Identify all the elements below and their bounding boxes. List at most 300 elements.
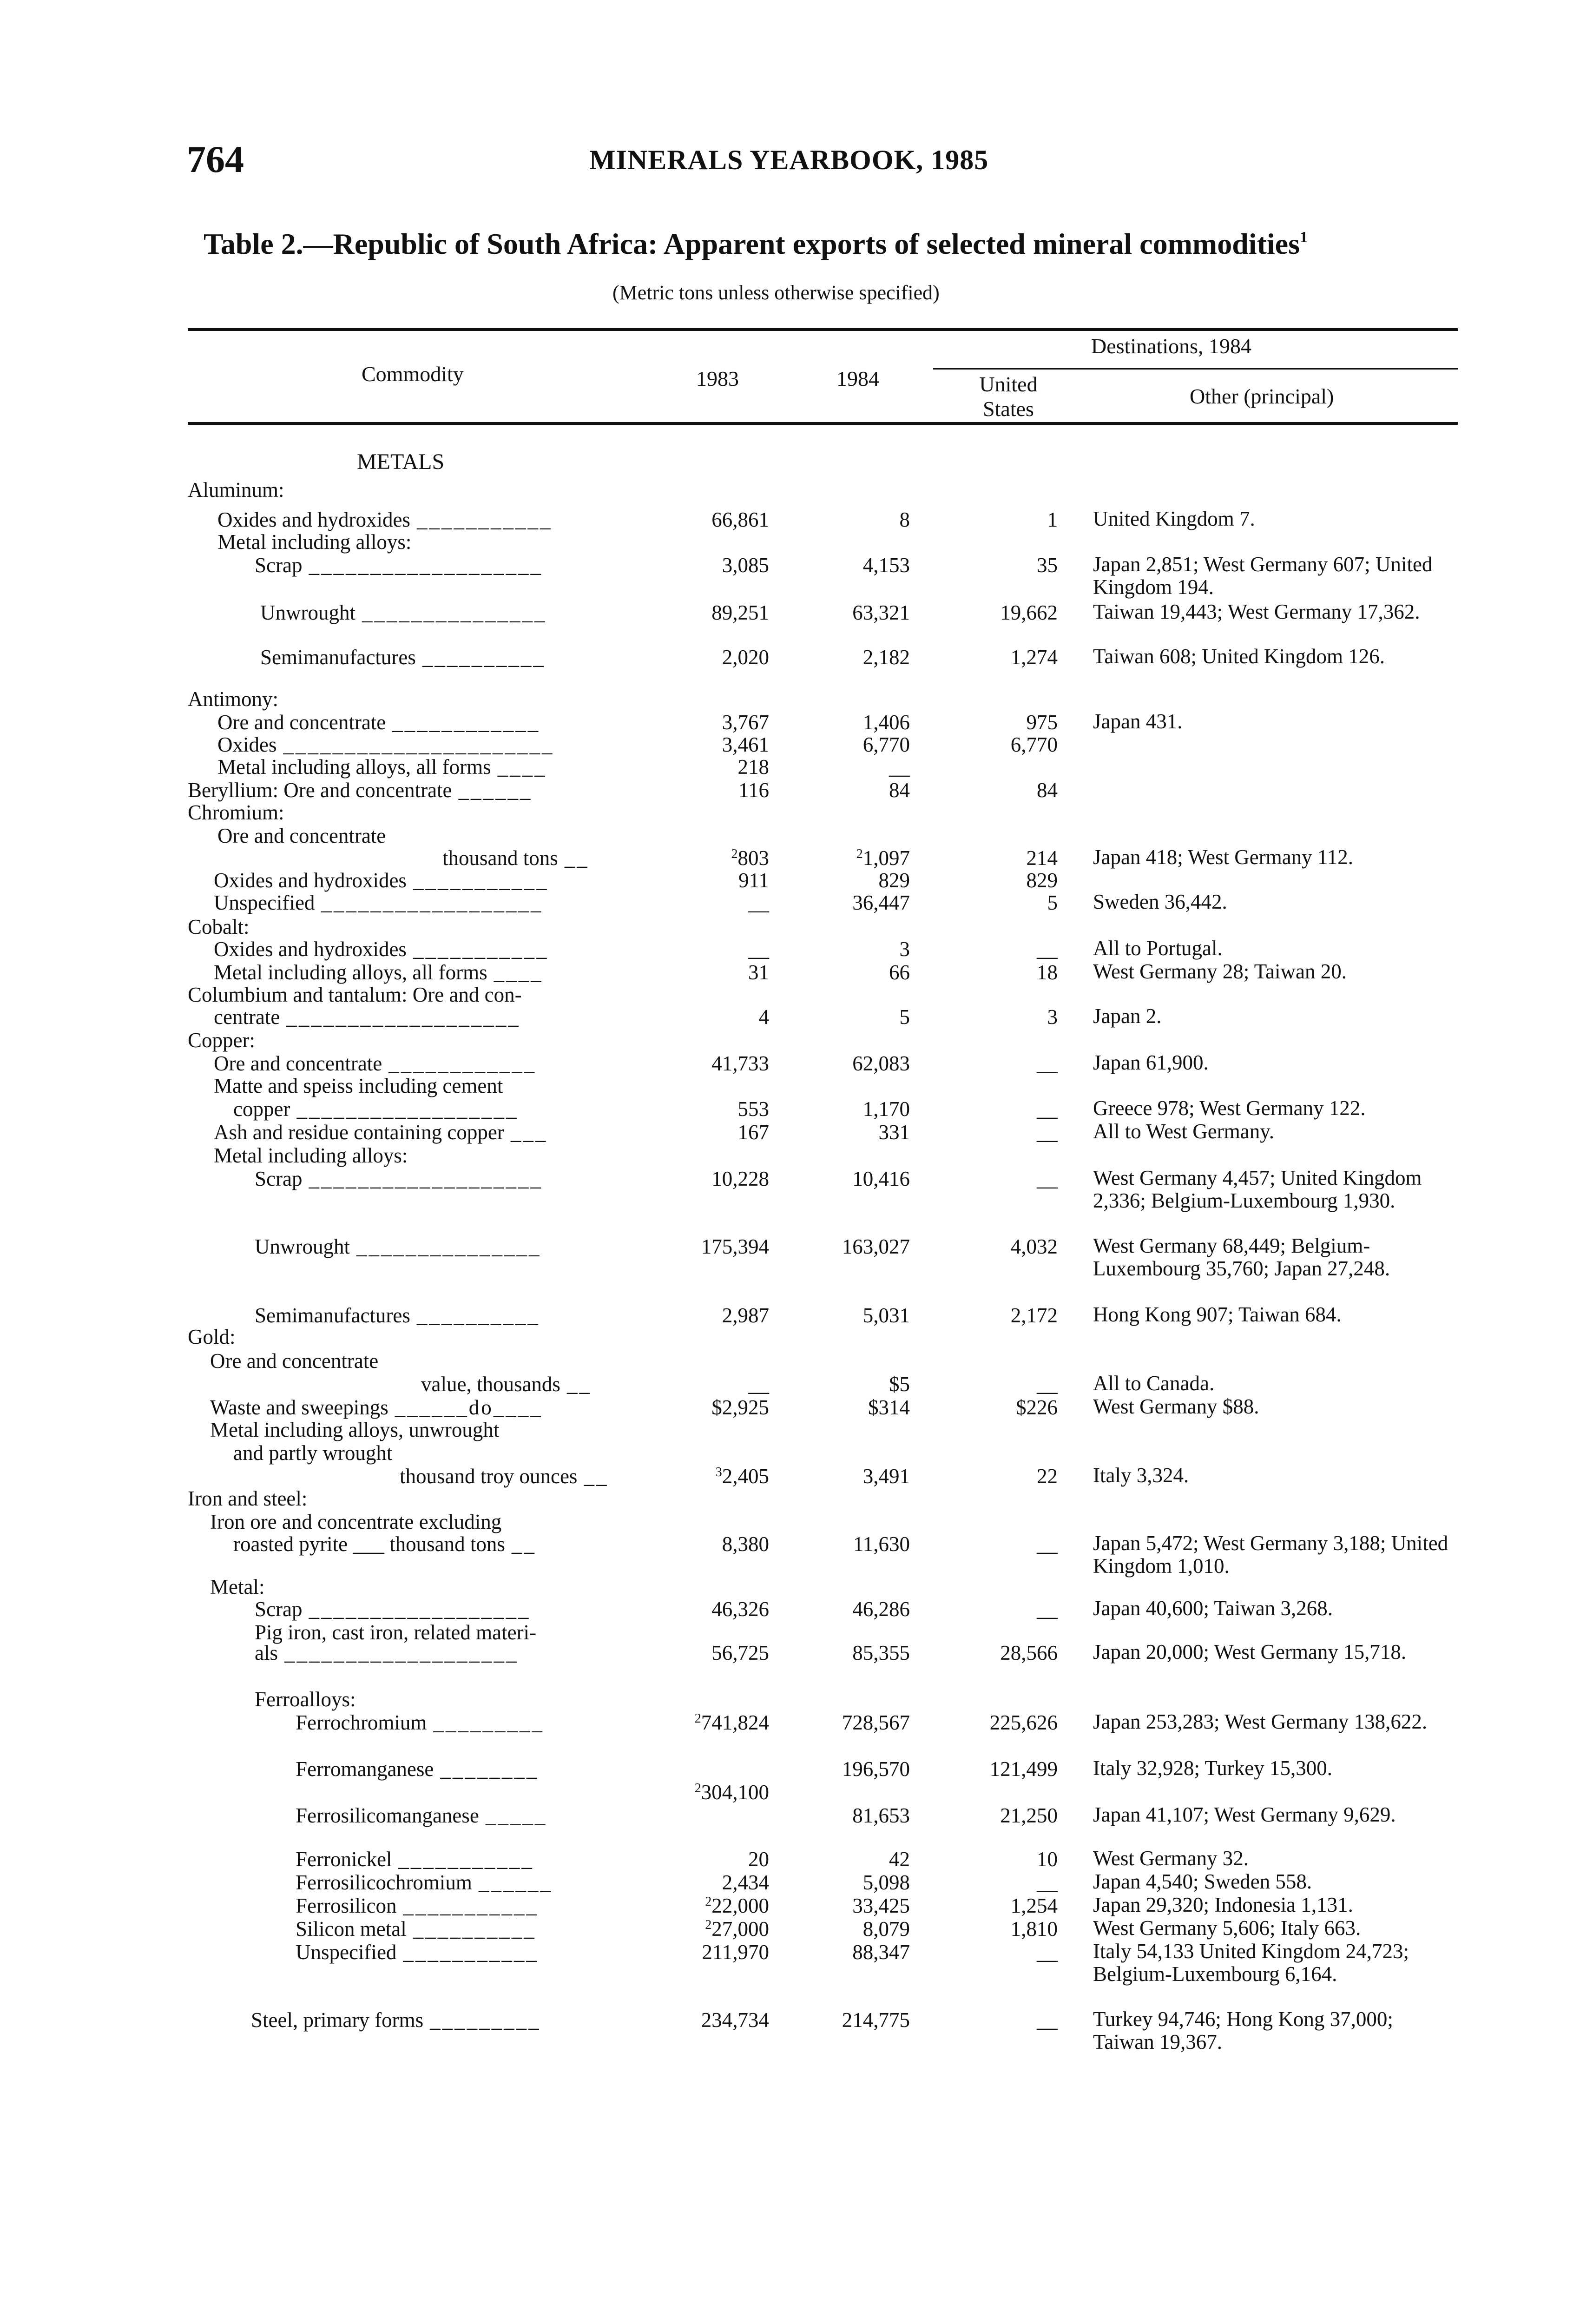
cell-1984 [803, 1917, 910, 1941]
commodity-name: Semimanufactures [260, 646, 416, 669]
commodity-label [214, 1143, 408, 1168]
cell-1984 [803, 2008, 910, 2032]
cell-united-states [933, 1097, 1058, 1121]
footnote-mark: 2 [705, 1918, 712, 1932]
commodity-name: Gold: [188, 1325, 236, 1348]
cell-other-destinations: Japan 20,000; West Germany 15,718. [1093, 1640, 1407, 1664]
table-row [0, 508, 1593, 532]
leader-dots: ____________ [388, 1052, 537, 1075]
cell-united-states-value: 121,499 [989, 1757, 1058, 1781]
leader-dots: _____ [485, 1804, 547, 1827]
table-row [0, 1687, 1593, 1711]
leader-dots: __ [511, 1532, 536, 1556]
cell-united-states-value: __ [1037, 1373, 1058, 1396]
section-heading-metals: METALS [357, 449, 445, 474]
cell-1984-value: 36,447 [852, 891, 910, 914]
commodity-name: Unspecified [214, 891, 315, 914]
cell-1983-value: 211,970 [702, 1941, 769, 1964]
cell-united-states [933, 1757, 1058, 1781]
commodity-name: Ferronickel [296, 1848, 392, 1871]
cell-1984 [803, 1464, 910, 1488]
cell-united-states-value: 975 [1026, 711, 1058, 734]
cell-other-destinations: Italy 3,324. [1093, 1464, 1189, 1487]
col-header-1984: 1984 [836, 367, 879, 390]
cell-united-states [933, 601, 1058, 625]
cell-1983 [665, 1372, 769, 1396]
commodity-label [188, 800, 284, 825]
commodity-label [296, 1710, 544, 1735]
cell-1983 [665, 1097, 769, 1121]
cell-united-states-value: __ [1037, 1052, 1058, 1075]
cell-united-states [933, 1847, 1058, 1871]
cell-united-states [933, 1803, 1058, 1828]
commodity-name: Semimanufactures [255, 1304, 410, 1327]
cell-1984 [803, 1847, 910, 1871]
cell-1984-value: 728,567 [842, 1711, 910, 1734]
leader-dots: ___________ [403, 1941, 539, 1964]
cell-united-states [933, 508, 1058, 532]
cell-1984 [803, 733, 910, 757]
commodity-name: Ferroalloys: [255, 1688, 356, 1711]
cell-united-states [933, 846, 1058, 870]
table-row [0, 1325, 1593, 1349]
leader-dots: ________ [440, 1757, 539, 1781]
cell-1984-value: 5 [899, 1005, 910, 1029]
cell-1983-value: 89,251 [711, 601, 769, 624]
cell-1984-value: $5 [889, 1373, 910, 1396]
cell-1983 [665, 1120, 769, 1144]
cell-other-destinations: Hong Kong 907; Taiwan 684. [1093, 1303, 1342, 1326]
commodity-name: Ferrosilicon [296, 1894, 397, 1917]
cell-united-states [933, 1372, 1058, 1396]
cell-1983-value: 4 [758, 1005, 769, 1029]
cell-united-states-value: __ [1037, 1121, 1058, 1144]
cell-united-states [933, 1710, 1058, 1735]
cell-1984-value: 81,653 [852, 1804, 910, 1827]
cell-united-states-value: 1,274 [1010, 646, 1058, 669]
col-header-us-line2: States [983, 397, 1034, 421]
cell-other-destinations: Taiwan 608; United Kingdom 126. [1093, 645, 1385, 668]
cell-united-states-value: __ [1037, 1532, 1058, 1556]
table-row [0, 1349, 1593, 1373]
commodity-name: Beryllium: Ore and concentrate [188, 779, 452, 802]
table-row [0, 983, 1593, 1007]
table-row [0, 824, 1593, 848]
commodity-name: Ferrosilicochromium [296, 1871, 472, 1894]
cell-1983 [665, 1710, 769, 1735]
table-row [0, 1597, 1593, 1621]
leader-dots: __ [566, 1373, 592, 1396]
cell-other-destinations: Sweden 36,442. [1093, 890, 1227, 913]
table-row [0, 846, 1593, 870]
cell-1984 [803, 1167, 910, 1191]
commodity-label [296, 1870, 553, 1895]
leader-dots: ___________________ [286, 1005, 520, 1029]
table-subtitle: (Metric tons unless otherwise specified) [612, 281, 940, 304]
commodity-label [214, 1074, 503, 1098]
leader-dots: __________ [422, 646, 546, 669]
commodity-label [260, 645, 546, 669]
cell-1983 [665, 1641, 769, 1665]
table-row [0, 645, 1593, 669]
cell-1984-value: 3,491 [862, 1465, 910, 1488]
leader-dots: ___________ [413, 869, 549, 892]
table-row [0, 1372, 1593, 1396]
cell-1983 [665, 1235, 769, 1259]
cell-1984-value: 163,027 [842, 1235, 910, 1258]
commodity-name: Steel, primary forms [251, 2008, 424, 2032]
cell-1984-value: 1,406 [862, 711, 910, 734]
cell-1983 [665, 1917, 769, 1941]
cell-1984-value: 8,079 [862, 1917, 910, 1941]
cell-1984-value: 214,775 [842, 2008, 910, 2032]
commodity-name: Antimony: [188, 687, 279, 711]
cell-united-states-value: __ [1037, 2008, 1058, 2032]
table-row [0, 800, 1593, 825]
leader-dots: ___________________ [309, 1167, 543, 1190]
commodity-label [214, 1051, 536, 1076]
leader-dots: ______________________ [283, 733, 554, 756]
cell-united-states [933, 778, 1058, 802]
cell-1984 [803, 1710, 910, 1735]
table-row [0, 868, 1593, 892]
cell-1983 [665, 2008, 769, 2032]
cell-united-states [933, 960, 1058, 984]
cell-1983-value: __ [748, 938, 769, 961]
table-row [0, 1757, 1593, 1781]
table-row [0, 1143, 1593, 1168]
cell-united-states [933, 1894, 1058, 1918]
commodity-name: centrate [214, 1005, 280, 1029]
cell-other-destinations: West Germany 5,606; Italy 663. [1093, 1916, 1361, 1940]
cell-1983 [665, 733, 769, 757]
cell-united-states [933, 1120, 1058, 1144]
table-row [0, 1894, 1593, 1918]
commodity-label [233, 1441, 392, 1465]
commodity-name: Ore and concentrate [214, 1052, 382, 1075]
cell-united-states [933, 937, 1058, 961]
table-row [0, 915, 1593, 939]
cell-1984-value: 5,098 [862, 1871, 910, 1894]
table-row [0, 733, 1593, 757]
commodity-name: Scrap [255, 554, 303, 577]
cell-united-states-value: 1 [1047, 508, 1058, 531]
cell-1983-value: 2,020 [722, 646, 769, 669]
cell-other-destinations: Japan 41,107; West Germany 9,629. [1093, 1803, 1396, 1826]
cell-1984-value: __ [889, 755, 910, 779]
cell-united-states [933, 868, 1058, 892]
cell-1984 [803, 778, 910, 802]
cell-united-states [933, 1303, 1058, 1327]
commodity-name: Metal: [210, 1575, 265, 1598]
table-row [0, 1234, 1593, 1280]
cell-other-destinations: Japan 2. [1093, 1004, 1162, 1028]
table-row [0, 1803, 1593, 1828]
cell-1983 [665, 553, 769, 577]
leader-dots: ____________ [392, 711, 540, 734]
cell-1983-value: 116 [738, 779, 769, 802]
commodity-label [214, 1120, 547, 1144]
table-row [0, 1780, 1593, 1804]
cell-united-states-value: 829 [1026, 869, 1058, 892]
cell-other-destinations: Japan 253,283; West Germany 138,622. [1093, 1710, 1428, 1733]
commodity-name: Oxides and hydroxides [214, 938, 407, 961]
cell-united-states-value: 28,566 [1000, 1641, 1058, 1664]
leader-dots: __ [584, 1465, 609, 1488]
table-row [0, 960, 1593, 984]
commodity-label [217, 508, 552, 532]
commodity-label [296, 1917, 536, 1941]
cell-united-states [933, 1940, 1058, 1964]
cell-1984-value: 88,347 [852, 1941, 910, 1964]
cell-1983 [665, 1940, 769, 1964]
commodity-name: Waste and sweepings [210, 1396, 388, 1419]
cell-1983-value: 3,767 [722, 711, 769, 734]
page-number: 764 [187, 138, 244, 180]
table-row [0, 778, 1593, 802]
cell-1984 [803, 1641, 910, 1665]
cell-1983-value: 46,326 [711, 1598, 769, 1621]
table-row [0, 755, 1593, 779]
footnote-mark: 2 [856, 847, 863, 861]
cell-united-states-value: 225,626 [989, 1711, 1058, 1734]
table-row [0, 1464, 1593, 1488]
cell-1983-value: 167 [737, 1121, 769, 1144]
commodity-label [217, 733, 554, 757]
cell-1984-value: 1,170 [862, 1097, 910, 1121]
leader-dots: _______________ [356, 1235, 541, 1258]
cell-1983-value: 2,405 [722, 1465, 769, 1488]
cell-1983-value: 27,000 [711, 1917, 769, 1941]
cell-united-states-value: 214 [1026, 846, 1058, 870]
cell-1983-value: 304,100 [701, 1781, 769, 1804]
cell-united-states [933, 1870, 1058, 1895]
cell-1984 [803, 1303, 910, 1327]
commodity-name: als [255, 1641, 278, 1664]
cell-1984 [803, 960, 910, 984]
commodity-label [255, 1641, 519, 1665]
table-row [0, 1710, 1593, 1735]
cell-united-states-value: 19,662 [1000, 601, 1058, 624]
cell-1983 [665, 846, 769, 870]
cell-1983-value: 2,434 [722, 1871, 769, 1894]
cell-1984 [803, 1803, 910, 1828]
cell-1984 [803, 1940, 910, 1964]
commodity-label [210, 1510, 501, 1534]
cell-1984-value: 46,286 [852, 1598, 910, 1621]
leader-dots: ___________________ [284, 1641, 519, 1664]
cell-1983 [665, 1894, 769, 1918]
cell-1984 [803, 601, 910, 625]
footnote-mark: 2 [694, 1711, 701, 1726]
cell-united-states-value: 84 [1037, 779, 1058, 802]
commodity-name: Ferrochromium [296, 1711, 427, 1734]
col-header-united-states [957, 372, 1060, 421]
cell-1984-value: 42 [889, 1848, 910, 1871]
table-row [0, 1847, 1593, 1871]
cell-united-states-value: 5 [1047, 891, 1058, 914]
table-row [0, 1641, 1593, 1665]
table-row [0, 1051, 1593, 1076]
cell-1983 [665, 1532, 769, 1556]
leader-dots: ___________ [398, 1848, 534, 1871]
cell-1983-value: 175,394 [701, 1235, 769, 1258]
commodity-label [296, 1847, 534, 1871]
cell-1984-value: $314 [868, 1396, 910, 1419]
cell-1984 [803, 645, 910, 669]
cell-1984 [803, 1372, 910, 1396]
table-row [0, 891, 1593, 915]
cell-1983 [665, 1464, 769, 1488]
cell-1983 [665, 891, 769, 915]
cell-other-destinations: Turkey 94,746; Hong Kong 37,000; Taiwan 19,367. [1093, 2007, 1393, 2053]
table-row [0, 1097, 1593, 1121]
leader-dots: ___________ [413, 938, 549, 961]
cell-1983-value: 22,000 [711, 1894, 769, 1917]
commodity-label [233, 1532, 536, 1556]
commodity-label [442, 846, 589, 870]
cell-1984-value: 2,182 [862, 646, 910, 669]
table-row [0, 1395, 1593, 1419]
cell-1983 [665, 645, 769, 669]
cell-1984-value: 63,321 [852, 601, 910, 624]
table-row [0, 1510, 1593, 1534]
commodity-label [188, 1325, 236, 1349]
cell-1983 [665, 1303, 769, 1327]
cell-1983 [665, 1395, 769, 1419]
cell-1983-value: 10,228 [711, 1167, 769, 1190]
commodity-label [260, 601, 546, 625]
cell-united-states-value: $226 [1016, 1396, 1058, 1419]
commodity-label [217, 824, 386, 848]
cell-1984-value: 331 [878, 1121, 910, 1144]
cell-1984 [803, 553, 910, 577]
commodity-label [188, 687, 278, 711]
leader-dots: ___ [510, 1121, 548, 1144]
cell-other-destinations: Taiwan 19,443; West Germany 17,362. [1093, 600, 1420, 623]
cell-1984-value: 10,416 [852, 1167, 910, 1190]
commodity-name: Ferrosilicomanganese [296, 1804, 479, 1827]
cell-other-destinations: Japan 4,540; Sweden 558. [1093, 1870, 1312, 1893]
footnote-mark: 3 [715, 1465, 722, 1479]
cell-1984-value: 85,355 [852, 1641, 910, 1664]
cell-1983 [665, 960, 769, 984]
commodity-name: Columbium and tantalum: Ore and con- [188, 983, 522, 1006]
cell-1984-value: 8 [899, 508, 910, 531]
commodity-label [217, 530, 411, 554]
cell-other-destinations: All to West Germany. [1093, 1120, 1275, 1143]
commodity-label [296, 1894, 539, 1918]
cell-united-states [933, 891, 1058, 915]
cell-united-states [933, 1167, 1058, 1191]
commodity-label [255, 1235, 541, 1259]
commodity-label [188, 778, 533, 802]
commodity-label [214, 937, 548, 961]
cell-united-states-value: 21,250 [1000, 1804, 1058, 1827]
commodity-label [251, 2008, 541, 2032]
cell-1983-value: 3,085 [722, 554, 769, 577]
cell-other-destinations: Japan 61,900. [1093, 1051, 1209, 1074]
commodity-label [210, 1395, 543, 1419]
table-row [0, 1940, 1593, 1986]
table-row [0, 1166, 1593, 1212]
cell-other-destinations: Japan 2,851; West Germany 607; United Kingdom 194. [1093, 553, 1433, 599]
destinations-rule [933, 368, 1458, 370]
cell-1983 [665, 1051, 769, 1076]
cell-1983-value: 8,380 [722, 1532, 769, 1556]
cell-united-states [933, 553, 1058, 577]
cell-1984-value: 6,770 [862, 733, 910, 756]
cell-1984 [803, 1894, 910, 1918]
table-row [0, 1303, 1593, 1327]
table-title-text: Table 2.—Republic of South Africa: Apparent exports of selected mineral commodities [204, 227, 1300, 260]
commodity-label [255, 1303, 540, 1327]
col-header-1983: 1983 [696, 367, 739, 390]
commodity-name: Oxides [217, 733, 277, 756]
commodity-label [214, 1005, 520, 1029]
cell-1983 [665, 601, 769, 625]
cell-1984 [803, 1235, 910, 1259]
cell-1983 [665, 937, 769, 961]
table-row [0, 1441, 1593, 1465]
commodity-name: value, thousands [421, 1373, 560, 1396]
commodity-name: Ore and concentrate [210, 1349, 379, 1373]
cell-1984-value: 4,153 [862, 554, 910, 577]
cell-united-states [933, 1597, 1058, 1621]
commodity-label [188, 478, 284, 502]
commodity-name: Iron ore and concentrate excluding [210, 1510, 502, 1533]
commodity-name: Matte and speiss including cement [214, 1074, 503, 1097]
cell-1983 [665, 508, 769, 532]
commodity-name: Scrap [255, 1167, 303, 1190]
commodity-name: Unspecified [296, 1941, 397, 1964]
leader-dots: ____ [494, 961, 543, 984]
cell-1983 [665, 1780, 769, 1804]
cell-other-destinations: Italy 32,928; Turkey 15,300. [1093, 1756, 1333, 1780]
table-row [0, 937, 1593, 961]
table-row [0, 1870, 1593, 1895]
commodity-label [296, 1803, 547, 1828]
commodity-name: Ore and concentrate [217, 824, 386, 847]
cell-1984 [803, 755, 910, 779]
cell-other-destinations: Japan 29,320; Indonesia 1,131. [1093, 1893, 1353, 1916]
cell-1983 [665, 1847, 769, 1871]
commodity-name: Ore and concentrate [217, 711, 386, 734]
cell-1984 [803, 1757, 910, 1781]
cell-1983-value: 41,733 [711, 1052, 769, 1075]
cell-1983 [665, 1167, 769, 1191]
cell-united-states [933, 733, 1058, 757]
cell-1983 [665, 1005, 769, 1029]
commodity-name: Iron and steel: [188, 1487, 308, 1510]
cell-1983-value: __ [748, 1373, 769, 1396]
cell-1984 [803, 1051, 910, 1076]
table-row [0, 2007, 1593, 2053]
cell-united-states-value: 35 [1037, 554, 1058, 577]
cell-united-states-value: 1,254 [1010, 1894, 1058, 1917]
commodity-name: and partly wrought [233, 1441, 393, 1465]
cell-other-destinations: West Germany 28; Taiwan 20. [1093, 960, 1347, 983]
table-row [0, 530, 1593, 554]
cell-1984 [803, 868, 910, 892]
cell-united-states [933, 2008, 1058, 2032]
cell-united-states-value: 10 [1037, 1848, 1058, 1871]
cell-other-destinations: All to Portugal. [1093, 937, 1223, 960]
cell-1983 [665, 778, 769, 802]
cell-1983-value: 911 [738, 869, 769, 892]
table-row [0, 1486, 1593, 1511]
leader-dots: ______ [458, 779, 533, 802]
